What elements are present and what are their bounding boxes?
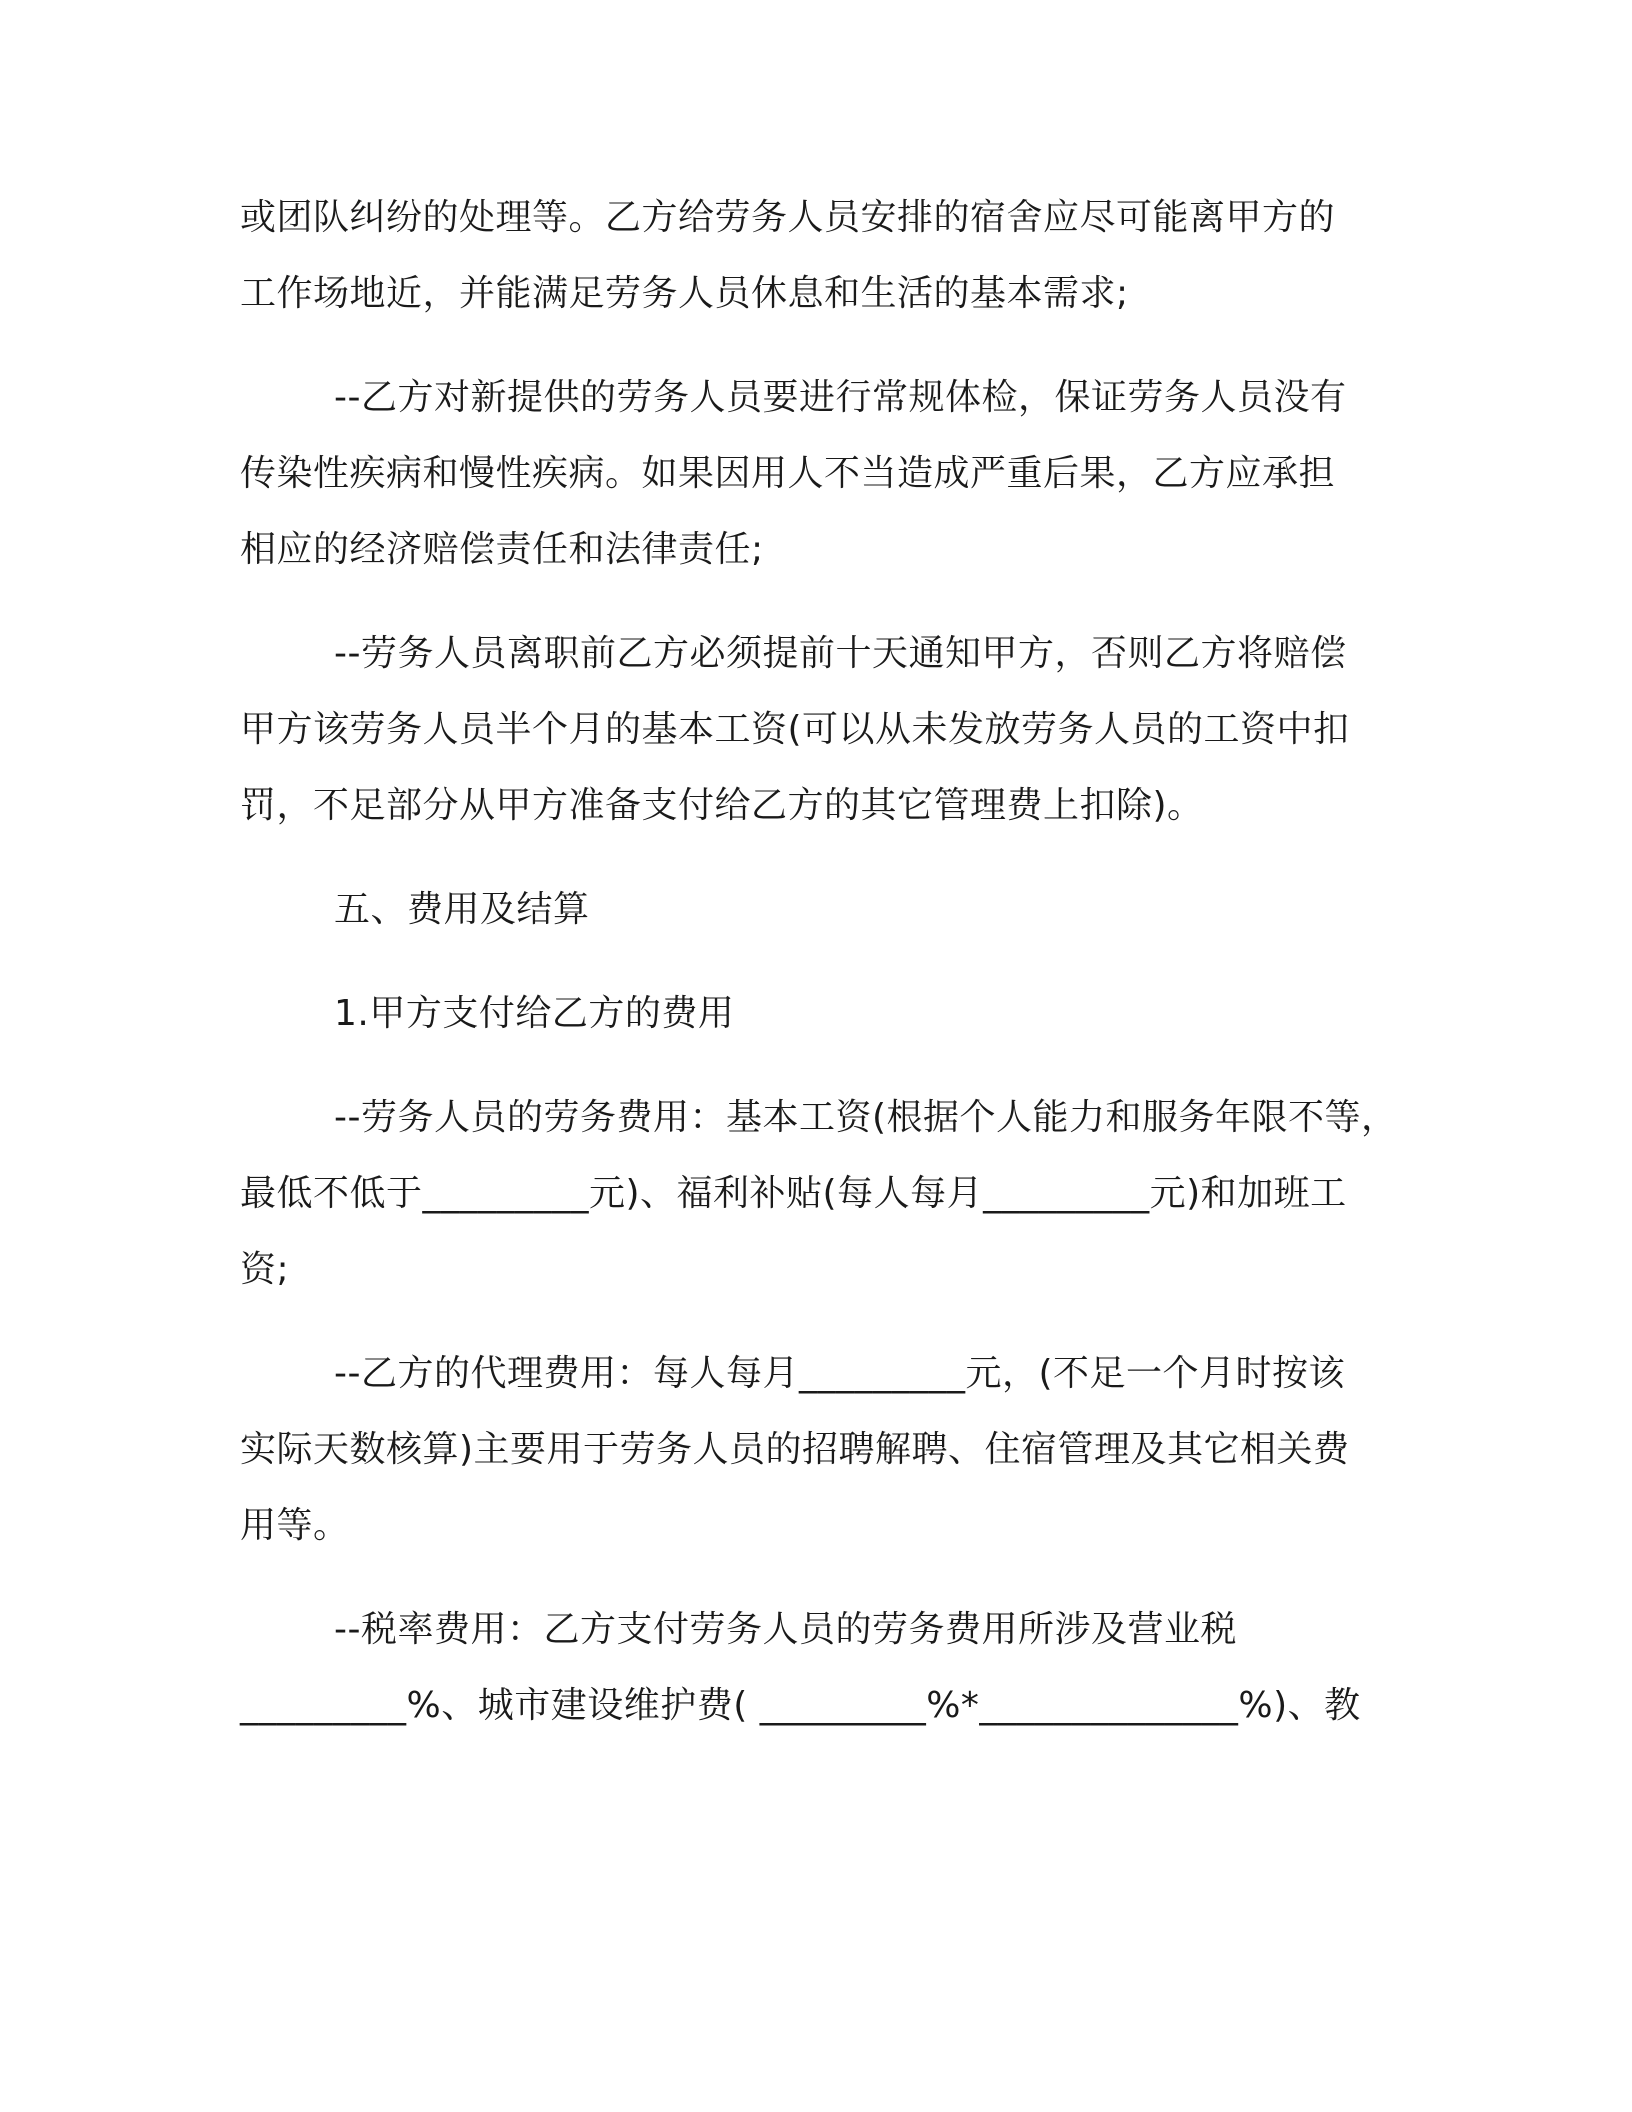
paragraph-line: 资;: [240, 1249, 290, 1290]
paragraph-line: --税率费用：乙方支付劳务人员的劳务费用所涉及营业税: [334, 1609, 1237, 1650]
paragraph-line: 甲方该劳务人员半个月的基本工资(可以从未发放劳务人员的工资中扣: [240, 709, 1350, 750]
paragraph-line: _________%、城市建设维护费( _________%*______________%)、教: [240, 1685, 1361, 1726]
paragraph-line: --乙方的代理费用：每人每月_________元，(不足一个月时按该: [334, 1353, 1346, 1394]
paragraph-line: 罚，不足部分从甲方准备支付给乙方的其它管理费上扣除)。: [240, 785, 1204, 826]
section-heading: 五、费用及结算: [334, 889, 590, 930]
subsection-heading: 1.甲方支付给乙方的费用: [334, 993, 735, 1034]
paragraph-line: --劳务人员离职前乙方必须提前十天通知甲方，否则乙方将赔偿: [334, 633, 1347, 674]
paragraph-line: 或团队纠纷的处理等。乙方给劳务人员安排的宿舍应尽可能离甲方的: [240, 197, 1336, 238]
paragraph-line: 传染性疾病和慢性疾病。如果因用人不当造成严重后果，乙方应承担: [240, 453, 1336, 494]
paragraph-line: 实际天数核算)主要用于劳务人员的招聘解聘、住宿管理及其它相关费: [240, 1429, 1350, 1470]
paragraph-line: 用等。: [240, 1505, 350, 1546]
paragraph-line: --劳务人员的劳务费用：基本工资(根据个人能力和服务年限不等，: [334, 1097, 1398, 1138]
paragraph-line: 工作场地近，并能满足劳务人员休息和生活的基本需求;: [240, 273, 1129, 314]
paragraph-line: 相应的经济赔偿责任和法律责任;: [240, 529, 764, 570]
paragraph-line: 最低不低于_________元)、福利补贴(每人每月_________元)和加班工: [240, 1173, 1347, 1214]
paragraph-line: --乙方对新提供的劳务人员要进行常规体检，保证劳务人员没有: [334, 377, 1347, 418]
